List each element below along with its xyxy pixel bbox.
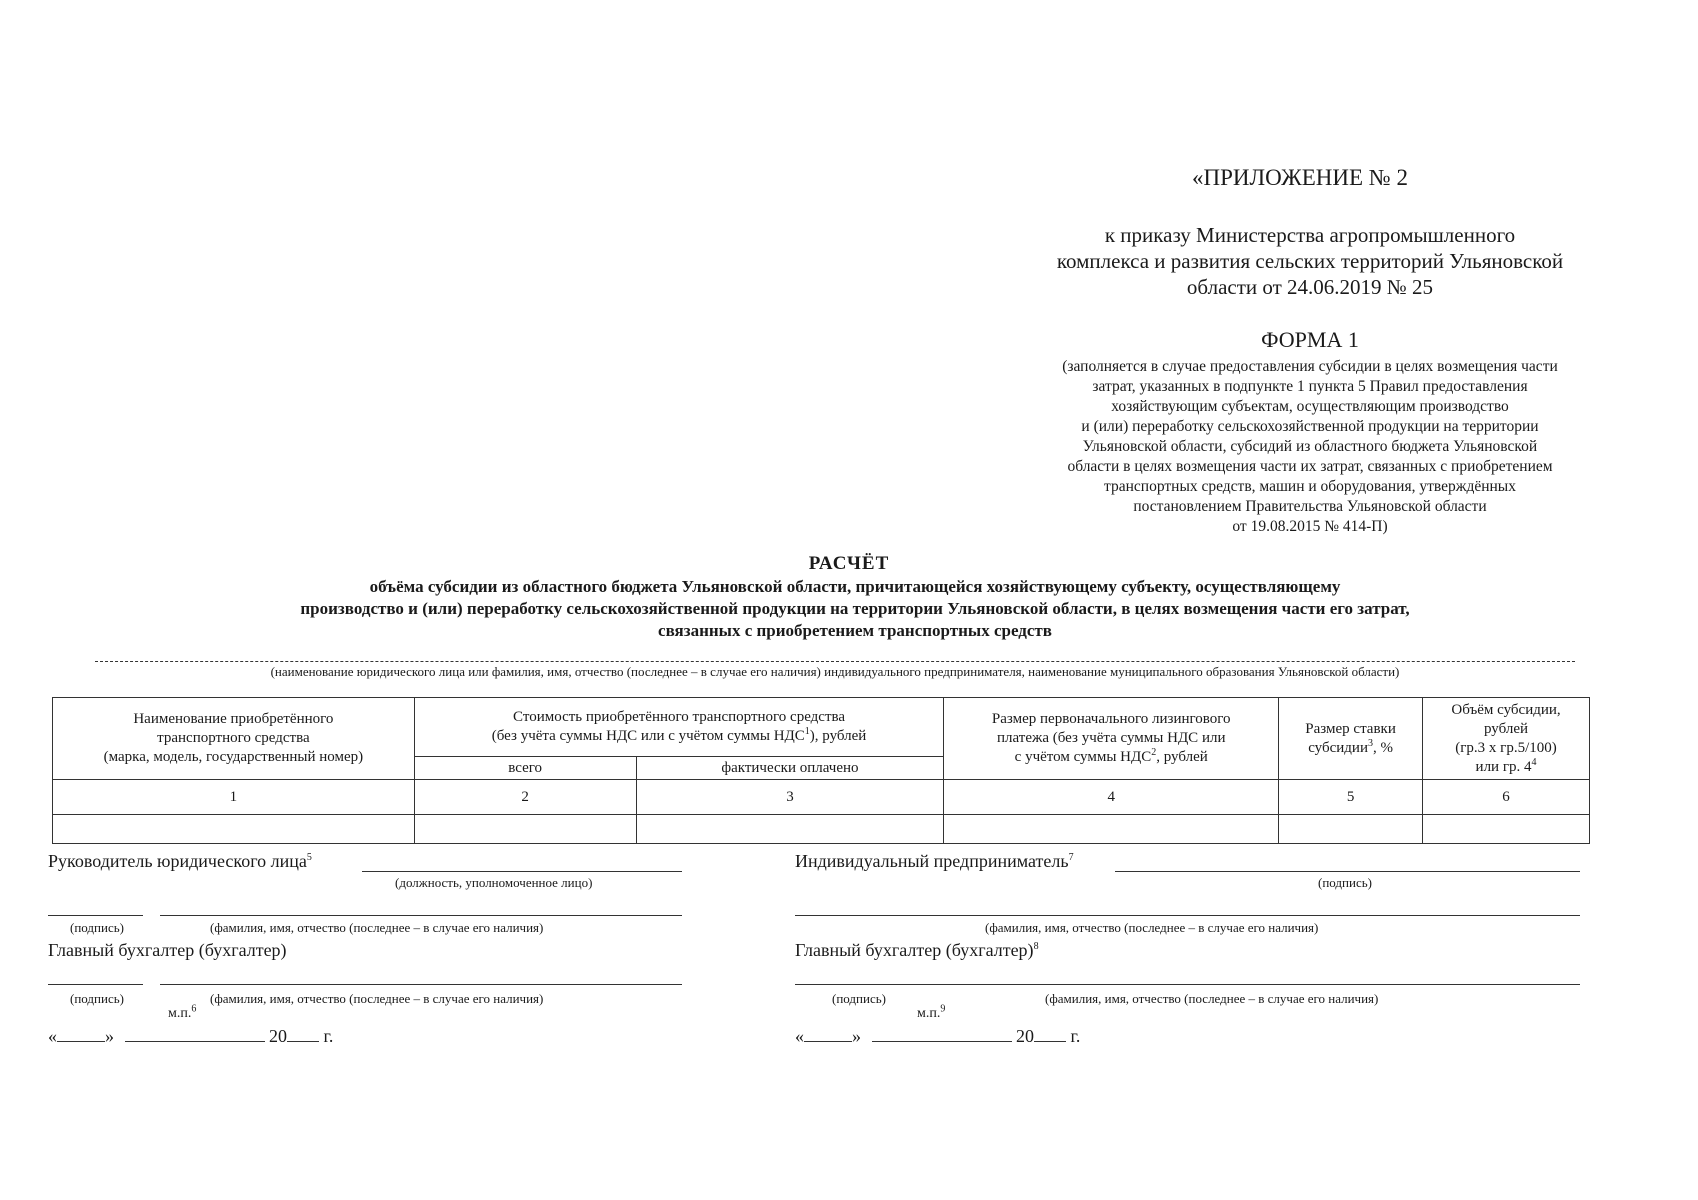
- right-signature-caption: (подпись): [1318, 875, 1372, 890]
- col23-header: Стоимость приобретённого транспортного средства (без учёта суммы НДС или с учётом суммы НДС$^1$), рублей: [414, 698, 944, 757]
- right-accountant-label: Главный бухгалтер (бухгалтер)$^8$: [795, 940, 1039, 960]
- left-accountant-fio-line[interactable]: [160, 984, 682, 985]
- col4-header: Размер первоначального лизингового платежа (без учёта суммы НДС или с учётом суммы НДС$^2$, рублей: [944, 698, 1279, 780]
- left-head-position-line[interactable]: [362, 871, 682, 872]
- col-number: 5: [1279, 780, 1423, 815]
- note-line: и (или) переработку сельскохозяйственной продукции на территории: [1081, 418, 1539, 435]
- right-head-signature-line[interactable]: [1115, 871, 1580, 872]
- left-accountant-signature-caption: (подпись): [70, 991, 124, 1006]
- col1-header: Наименование приобретённого транспортного средства (марка, модель, государственный номер): [53, 698, 415, 780]
- right-head-label: Индивидуальный предприниматель$^7$: [795, 851, 1074, 871]
- table-cell[interactable]: [53, 815, 415, 844]
- right-stamp: м.п.$^9$: [917, 1003, 946, 1021]
- calculation-subtitle: [60, 576, 1650, 642]
- col5-header: Размер ставки субсидии$^3$, %: [1279, 698, 1423, 780]
- col-number: 3: [636, 780, 944, 815]
- note-line: Ульяновской области, субсидий из областного бюджета Ульяновской: [1082, 438, 1538, 455]
- table-cell[interactable]: [636, 815, 944, 844]
- note-line: постановлением Правительства Ульяновской области: [1133, 498, 1487, 515]
- col-number: 2: [414, 780, 636, 815]
- subtitle-line: объёма субсидии из областного бюджета Ульяновской области, причитающейся хозяйствующему субъекту, осуществляющему: [369, 577, 1341, 596]
- left-head-label: Руководитель юридического лица$^5$: [48, 851, 312, 871]
- note-line: от 19.08.2015 № 414-П): [1232, 518, 1388, 535]
- form-title: ФОРМА 1: [1261, 327, 1359, 352]
- calculation-title: РАСЧЁТ: [808, 553, 890, 574]
- order-reference: [1000, 222, 1620, 300]
- table-cell[interactable]: [1279, 815, 1423, 844]
- left-signature-caption: (подпись): [70, 920, 124, 935]
- note-line: транспортных средств, машин и оборудования, утверждённых: [1104, 478, 1516, 495]
- left-fio-line[interactable]: [160, 915, 682, 916]
- order-line-3: области от 24.06.2019 № 25: [1186, 275, 1434, 299]
- left-accountant-signature-line[interactable]: [48, 984, 143, 985]
- table-row[interactable]: [53, 815, 1590, 844]
- table-column-numbers-row: [53, 780, 1590, 815]
- note-line: хозяйствующим субъектам, осуществляющим производство: [1111, 398, 1509, 415]
- col-number: 6: [1423, 780, 1590, 815]
- order-line-1: к приказу Министерства агропромышленного: [1104, 223, 1516, 247]
- table-cell[interactable]: [1423, 815, 1590, 844]
- organization-caption: (наименование юридического лица или фамилия, имя, отчество (последнее – в случае его наличия) индивидуального предпринимателя, наименование муниципального образования Ульяновской области): [270, 664, 1400, 679]
- subtitle-line: связанных с приобретением транспортных средств: [658, 621, 1052, 640]
- col-number: 1: [53, 780, 415, 815]
- col2-subheader: всего: [414, 757, 636, 780]
- left-position-caption: (должность, уполномоченное лицо): [395, 875, 593, 890]
- note-line: затрат, указанных в подпункте 1 пункта 5 Правил предоставления: [1092, 378, 1528, 395]
- right-accountant-signature-caption: (подпись): [832, 991, 886, 1006]
- organization-name-line[interactable]: [95, 661, 1575, 662]
- left-fio-caption: (фамилия, имя, отчество (последнее – в случае его наличия): [210, 920, 544, 935]
- left-accountant-fio-caption: (фамилия, имя, отчество (последнее – в случае его наличия): [210, 991, 544, 1006]
- note-line: области в целях возмещения части их затрат, связанных с приобретением: [1067, 458, 1553, 475]
- col6-header: Объём субсидии, рублей (гр.3 x гр.5/100) или гр. $4^4$: [1423, 698, 1590, 780]
- left-accountant-label: Главный бухгалтер (бухгалтер): [48, 940, 287, 960]
- appendix-title: «ПРИЛОЖЕНИЕ № 2: [1191, 165, 1409, 190]
- col3-subheader: фактически оплачено: [636, 757, 944, 780]
- left-stamp: м.п.$^6$: [168, 1003, 197, 1021]
- order-line-2: комплекса и развития сельских территорий Ульяновской: [1056, 249, 1564, 273]
- right-date[interactable]: « » 20 г.: [795, 1026, 1081, 1046]
- col-number: 4: [944, 780, 1279, 815]
- subtitle-line: производство и (или) переработку сельскохозяйственной продукции на территории Ульяновской области, в целях возмещения части его затрат,: [300, 599, 1410, 618]
- right-accountant-line[interactable]: [795, 984, 1580, 985]
- form-note: [995, 357, 1625, 537]
- right-fio-line[interactable]: [795, 915, 1580, 916]
- left-signature-line[interactable]: [48, 915, 143, 916]
- table-cell[interactable]: [944, 815, 1279, 844]
- left-date[interactable]: « » 20 г.: [48, 1026, 334, 1046]
- table-cell[interactable]: [414, 815, 636, 844]
- right-accountant-fio-caption: (фамилия, имя, отчество (последнее – в случае его наличия): [1045, 991, 1379, 1006]
- table-header-row: [53, 698, 1590, 757]
- right-fio-caption: (фамилия, имя, отчество (последнее – в случае его наличия): [985, 920, 1319, 935]
- calculation-table: [52, 697, 1590, 844]
- note-line: (заполняется в случае предоставления субсидии в целях возмещения части: [1062, 358, 1558, 375]
